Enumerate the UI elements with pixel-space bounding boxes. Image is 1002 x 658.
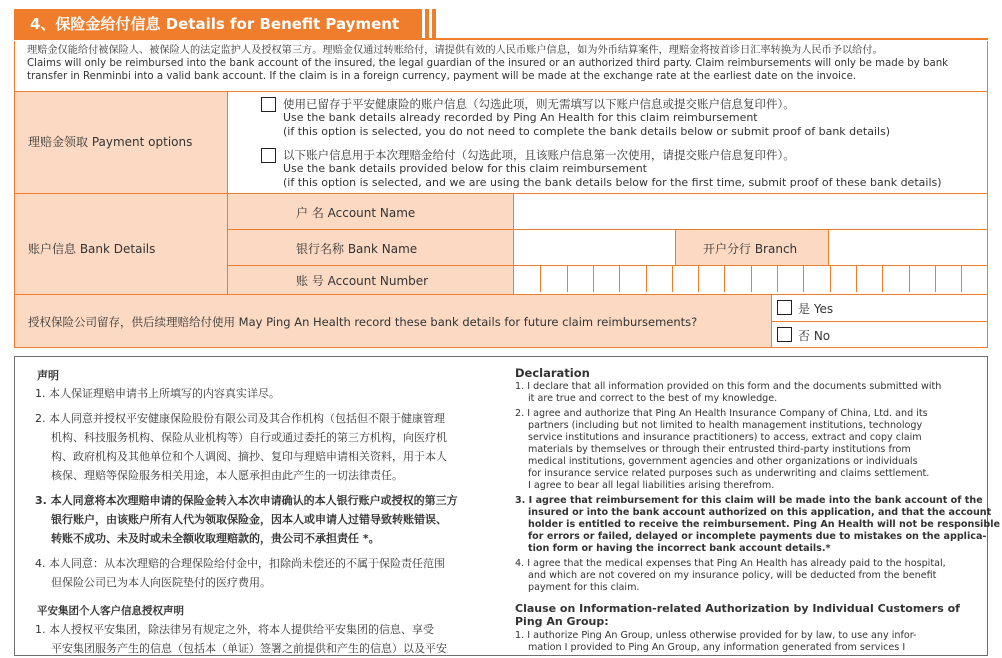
account-number-field[interactable] [513, 265, 987, 294]
notice-en-line2: transfer in Renminbi into a valid bank account. If the claim is in a foreign currency, payment will be made at the exchange rate at the earliest date on the invoice. [27, 71, 857, 82]
branch-label-cell [675, 229, 828, 265]
record-yes-label: 是 Yes [798, 302, 834, 316]
account-digit-box[interactable] [856, 266, 857, 292]
option-existing-checkbox[interactable] [261, 97, 276, 112]
header-accent-bar [425, 9, 429, 39]
decl-zh-item-3: 3. 本人同意将本次理赔申请的保险金转入本次申请确认的本人银行账户或授权的第三方 [35, 494, 458, 507]
decl-zh-item-4: 4. 本人同意：从本次理赔的合理保险给付金中，扣除尚未偿还的不属于保险责任范围 [35, 557, 445, 570]
header-rule [14, 38, 988, 40]
decl-zh-item-3: 转账不成功、未及时或未全额收取理赔款的，贵公司不承担责任 *。 [51, 532, 380, 545]
account-digit-box[interactable] [698, 266, 699, 292]
decl-en-item-1: it are true and correct to the best of my knowledge. [528, 393, 778, 404]
decl-zh-item-2: 核保、理赔等保险服务相关用途，本人愿承担由此产生的一切法律责任。 [51, 469, 403, 482]
clause-title-en-line1: Clause on Information-related Authorization by Individual Customers of [515, 602, 960, 615]
option-existing-en: Use the bank details already recorded by Ping An Health for this claim reimbursement [283, 111, 758, 124]
decl-en-item-3: for errors or failed, delayed or incomplete payments due to mistakes on the applica- [528, 531, 987, 542]
declaration-zh-list [35, 384, 505, 592]
declaration-en-list [515, 381, 1001, 594]
clause-en-item-1: mation I provided to Ping An Group, any information generated from services I [528, 642, 906, 653]
decl-en-item-4: 4. I agree that the medical expenses that Ping An Health has already paid to the hospital, [515, 558, 946, 569]
decl-en-item-2: materials by themselves or through their entrusted third-party institutions from [528, 444, 911, 455]
decl-en-item-2: 2. I agree and authorize that Ping An Health Insurance Company of China, Ltd. and its [515, 408, 928, 419]
payment-options-cell [227, 92, 987, 193]
decl-en-item-4: payment for this claim. [528, 582, 640, 593]
account-digit-box[interactable] [882, 266, 883, 292]
account-name-field[interactable] [513, 193, 987, 229]
account-digit-box[interactable] [777, 266, 778, 292]
clause-title-en-line2: Ping An Group: [515, 615, 609, 628]
account-digit-box[interactable] [830, 266, 831, 292]
decl-en-item-3: holder is entitled to receive the reimbursement. Ping An Health will not be responsible [528, 519, 1001, 530]
option-new-en: Use the bank details provided below for this claim reimbursement [283, 162, 647, 175]
option-existing-zh: 使用已留存于平安健康险的账户信息（勾选此项，则无需填写以下账户信息或提交账户信息复印件）。 [283, 97, 795, 111]
clause-en-list [515, 630, 980, 654]
decl-en-item-3: 3. I agree that reimbursement for this claim will be made into the bank account of the [515, 495, 983, 506]
decl-zh-item-4: 但保险公司已为本人向医院垫付的医疗费用。 [51, 576, 271, 589]
option-new-zh: 以下账户信息用于本次理赔金给付（勾选此项，且该账户信息第一次使用，请提交账户信息复印件）。 [283, 148, 795, 162]
account-digit-box[interactable] [935, 266, 936, 292]
account-number-label: 账 号 Account Number [296, 274, 429, 288]
record-question: 授权保险公司留存，供后续理赔给付使用 May Ping An Health record these bank details for future claim reimbursements? [28, 315, 698, 329]
bank-details-label-cell [15, 193, 227, 294]
decl-zh-item-3: 银行账户，由该账户所有人代为领取保险金，因本人或申请人过错导致转账错误、 [51, 513, 447, 526]
account-number-label-cell [227, 265, 513, 294]
decl-en-item-2: partners (including but not limited to health management institutions, technology [528, 420, 923, 431]
record-no-checkbox[interactable] [777, 327, 792, 342]
record-question-cell [15, 294, 771, 347]
account-digit-box[interactable] [672, 266, 673, 292]
account-digit-box[interactable] [803, 266, 804, 292]
declaration-box [14, 356, 1001, 656]
notice-en-line1: Claims will only be reimbursed into the bank account of the insured, the legal guardian of the insured or an authorized third party. Claim reimbursements will only be made by bank [27, 58, 949, 69]
clause-zh-item-1: 1. 本人授权平安集团，除法律另有规定之外，将本人提供给平安集团的信息、享受 [35, 623, 434, 636]
account-digit-box[interactable] [540, 266, 541, 292]
clause-title-zh: 平安集团个人客户信息授权声明 [37, 605, 184, 617]
record-yes-cell [771, 294, 987, 321]
decl-en-item-4: and which are not covered on my insurance policy, will be deducted from the benefit [528, 570, 937, 581]
decl-zh-item-2: 2. 本人同意并授权平安健康保险股份有限公司及其合作机构（包括但不限于健康管理 [35, 412, 445, 425]
account-digit-box[interactable] [619, 266, 620, 292]
bank-name-field[interactable] [513, 229, 675, 265]
account-name-label-cell [227, 193, 513, 229]
account-digit-box[interactable] [567, 266, 568, 292]
decl-en-item-2: for insurance service related purposes such as underwriting and claims settlement. [528, 468, 930, 479]
bank-name-label: 银行名称 Bank Name [296, 242, 418, 256]
decl-en-item-2: service institutions and insurance practitioners) to access, extract and copy claim [528, 432, 922, 443]
decl-zh-item-2: 机构、科技服务机构、保险从业机构等）自行或通过委托的第三方机构，向医疗机 [51, 431, 447, 444]
account-name-label: 户 名 Account Name [296, 206, 416, 220]
account-digit-box[interactable] [961, 266, 962, 292]
decl-en-item-2: medical institutions, government agencies and other organizations or individuals [528, 456, 918, 467]
record-yes-checkbox[interactable] [777, 300, 792, 315]
option-new-note: (if this option is selected, and we are using the bank details below for the first time, submit proof of these bank details) [283, 176, 942, 189]
account-digit-box[interactable] [909, 266, 910, 292]
section-title: 4、保险金给付信息 Details for Benefit Payment [14, 9, 422, 39]
bank-details-label: 账户信息 Bank Details [28, 242, 156, 256]
record-no-cell [771, 321, 987, 347]
header-accent-bar [432, 9, 436, 39]
clause-title-en [515, 602, 960, 628]
benefit-payment-table [14, 91, 988, 348]
account-digit-box[interactable] [593, 266, 594, 292]
decl-en-item-2: I agree to bear all legal liabilities arising therefrom. [528, 480, 775, 491]
payment-notice [14, 41, 988, 91]
decl-zh-item-2: 构、政府机构及其他单位和个人调阅、摘抄、复印与理赔申请相关资料，用于本人 [51, 450, 447, 463]
branch-field[interactable] [828, 229, 987, 265]
clause-zh-list [35, 620, 505, 658]
clause-en-item-1: 1. I authorize Ping An Group, unless otherwise provided for by law, to use any infor- [515, 630, 917, 641]
account-digit-box[interactable] [751, 266, 752, 292]
decl-en-item-3: insured or into the bank account authorized on this application, and that the account [528, 507, 992, 518]
notice-zh: 理赔金仅能给付被保险人、被保险人的法定监护人及授权第三方。理赔金仅通过转账给付，请提供有效的人民币账户信息，如为外币结算案件，理赔金将按首诊日汇率转换为人民币予以给付。 [27, 45, 883, 56]
payment-options-label-cell [15, 92, 227, 193]
decl-en-item-1: 1. I declare that all information provided on this form and the documents submitted with [515, 381, 942, 392]
clause-zh-item-1: 平安集团服务产生的信息（包括本（单证）签署之前提供和产生的信息）以及平安 [51, 642, 447, 655]
decl-en-item-3: tion form or having the incorrect bank account details.* [528, 543, 831, 554]
branch-label: 开户分行 Branch [703, 242, 798, 256]
account-digit-box[interactable] [724, 266, 725, 292]
option-new-checkbox[interactable] [261, 148, 276, 163]
payment-options-label: 理赔金领取 Payment options [28, 135, 193, 149]
record-no-label: 否 No [798, 329, 831, 343]
declaration-title-zh: 声明 [37, 369, 59, 382]
account-digit-box[interactable] [646, 266, 647, 292]
declaration-title-en: Declaration [515, 366, 590, 380]
bank-name-label-cell [227, 229, 513, 265]
decl-zh-item-1: 1. 本人保证理赔申请书上所填写的内容真实详尽。 [35, 387, 280, 400]
option-existing-note: (if this option is selected, you do not need to complete the bank details below or submit proof of bank details) [283, 125, 891, 138]
